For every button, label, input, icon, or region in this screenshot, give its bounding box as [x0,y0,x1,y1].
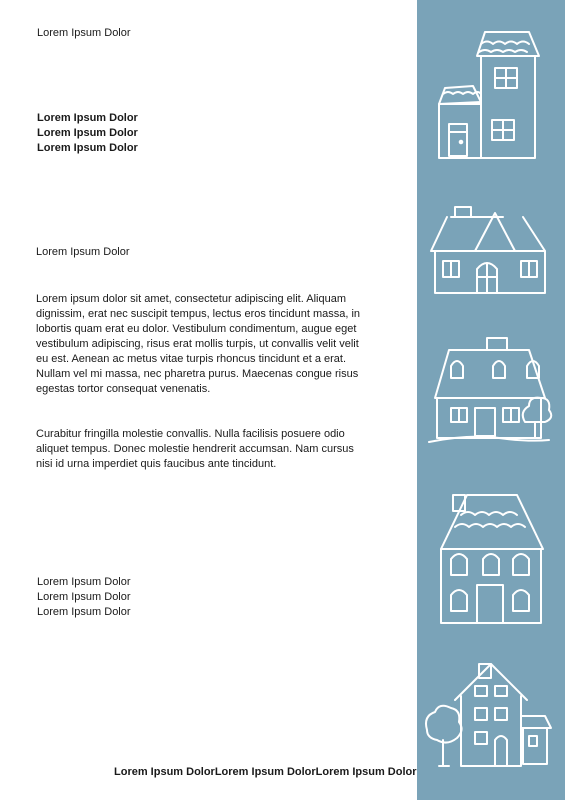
tall-house-icon [417,487,565,627]
closing-line-1: Lorem Ipsum Dolor [37,576,131,588]
sender-name: Lorem Ipsum Dolor [37,27,131,39]
footer-text: Lorem Ipsum DolorLorem Ipsum DolorLorem Ipsum Dolor [114,766,417,778]
house-with-tree-icon [417,656,565,776]
recipient-line-2: Lorem Ipsum Dolor [37,127,138,139]
body-paragraph-2: Curabitur fringilla molestie convallis. Nulla facilisis posuere odio aliquet tempus. Donec molestie hendrerit accumsan. Nam cursus nisi id urna imperdiet quis faucibus ante tincidunt. [36,428,354,470]
cottage-with-tree-icon [417,336,565,448]
body-paragraph-1: Lorem ipsum dolor sit amet, consectetur adipiscing elit. Aliquam dignissim, erat nec suscipit tempus, lectus eros tincidunt massa, in lobortis quam erat eu dolor. Vestibulum condimentum, augue eget vestibulum adipiscing, risus erat mollis turpis, ut convallis velit velit eu est. Aenean ac metus vitae turpis rhoncus tincidunt et a erat. Nullam vel mi massa, nec pharetra purus. Maecenas congue risus egestas tortor consequat venenatis. [36,293,361,395]
decorative-sidebar [417,0,565,800]
recipient-line-3: Lorem Ipsum Dolor [37,142,138,154]
house-tower-icon [417,28,565,163]
salutation: Lorem Ipsum Dolor [36,246,130,258]
closing-line-3: Lorem Ipsum Dolor [37,606,131,618]
closing-line-2: Lorem Ipsum Dolor [37,591,131,603]
house-twin-gable-icon [417,205,565,297]
recipient-line-1: Lorem Ipsum Dolor [37,112,138,124]
